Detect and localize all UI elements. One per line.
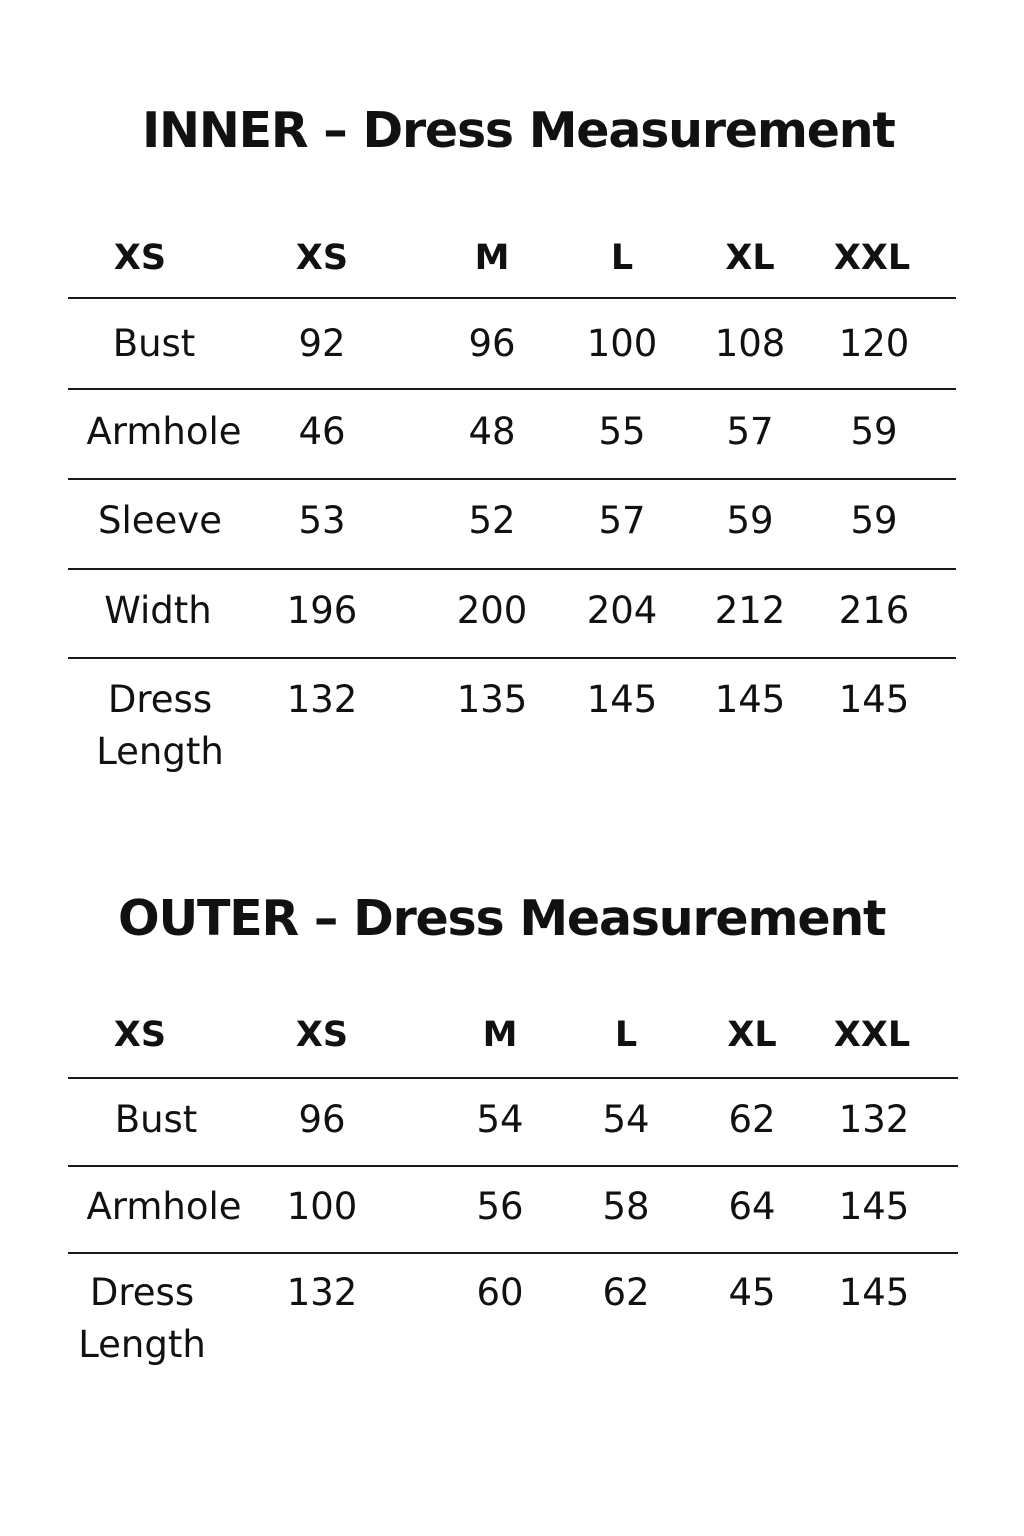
row-label: Dress xyxy=(89,1271,195,1314)
size-header-1: XS xyxy=(295,238,349,278)
size-header-5: XXL xyxy=(833,1015,911,1055)
measurement-value: 46 xyxy=(298,410,346,453)
row-label: Bust xyxy=(112,322,196,365)
outer-table-title: OUTER – Dress Measurement xyxy=(118,890,886,947)
measurement-value: 57 xyxy=(726,410,774,453)
row-label: Sleeve xyxy=(98,499,222,542)
measurement-value: 55 xyxy=(598,410,646,453)
size-header-4: XL xyxy=(725,238,775,278)
size-header-5: XXL xyxy=(833,238,911,278)
row-label: Bust xyxy=(114,1098,198,1141)
measurement-value: 120 xyxy=(838,322,910,365)
measurement-value: 100 xyxy=(586,322,658,365)
measurement-value: 145 xyxy=(838,678,910,721)
row-label: Armhole xyxy=(86,410,242,453)
row-label: Length xyxy=(78,1323,206,1366)
measurement-value: 52 xyxy=(468,499,516,542)
inner-table-title: INNER – Dress Measurement xyxy=(142,102,895,159)
row-divider xyxy=(68,1252,958,1254)
measurement-value: 145 xyxy=(714,678,786,721)
measurement-value: 200 xyxy=(456,589,528,632)
measurement-value: 56 xyxy=(476,1185,524,1228)
size-header-0: XS xyxy=(113,238,167,278)
size-header-3: L xyxy=(610,238,634,278)
measurement-value: 204 xyxy=(586,589,658,632)
measurement-value: 96 xyxy=(298,1098,346,1141)
row-divider xyxy=(68,1077,958,1079)
measurement-value: 132 xyxy=(286,678,358,721)
row-label: Width xyxy=(104,589,212,632)
size-header-2: M xyxy=(474,238,510,278)
measurement-value: 48 xyxy=(468,410,516,453)
measurement-value: 100 xyxy=(286,1185,358,1228)
measurement-value: 64 xyxy=(728,1185,776,1228)
measurement-value: 60 xyxy=(476,1271,524,1314)
measurement-value: 145 xyxy=(586,678,658,721)
measurement-value: 57 xyxy=(598,499,646,542)
measurement-value: 108 xyxy=(714,322,786,365)
measurement-value: 216 xyxy=(838,589,910,632)
measurement-value: 59 xyxy=(726,499,774,542)
measurement-value: 135 xyxy=(456,678,528,721)
size-header-3: L xyxy=(614,1015,638,1055)
measurement-value: 145 xyxy=(838,1185,910,1228)
measurement-value: 45 xyxy=(728,1271,776,1314)
size-header-1: XS xyxy=(295,1015,349,1055)
size-header-4: XL xyxy=(727,1015,777,1055)
measurement-value: 59 xyxy=(850,410,898,453)
row-label: Armhole xyxy=(86,1185,242,1228)
measurement-value: 62 xyxy=(602,1271,650,1314)
size-header-0: XS xyxy=(113,1015,167,1055)
measurement-value: 92 xyxy=(298,322,346,365)
measurement-value: 58 xyxy=(602,1185,650,1228)
measurement-value: 132 xyxy=(838,1098,910,1141)
measurement-value: 145 xyxy=(838,1271,910,1314)
row-divider xyxy=(68,1165,958,1167)
measurement-value: 132 xyxy=(286,1271,358,1314)
measurement-value: 54 xyxy=(476,1098,524,1141)
measurement-value: 59 xyxy=(850,499,898,542)
size-header-2: M xyxy=(482,1015,518,1055)
row-label: Length xyxy=(96,730,224,773)
measurement-value: 196 xyxy=(286,589,358,632)
measurement-value: 62 xyxy=(728,1098,776,1141)
row-label: Dress xyxy=(107,678,213,721)
measurement-value: 54 xyxy=(602,1098,650,1141)
measurement-value: 212 xyxy=(714,589,786,632)
measurement-value: 53 xyxy=(298,499,346,542)
measurement-value: 96 xyxy=(468,322,516,365)
